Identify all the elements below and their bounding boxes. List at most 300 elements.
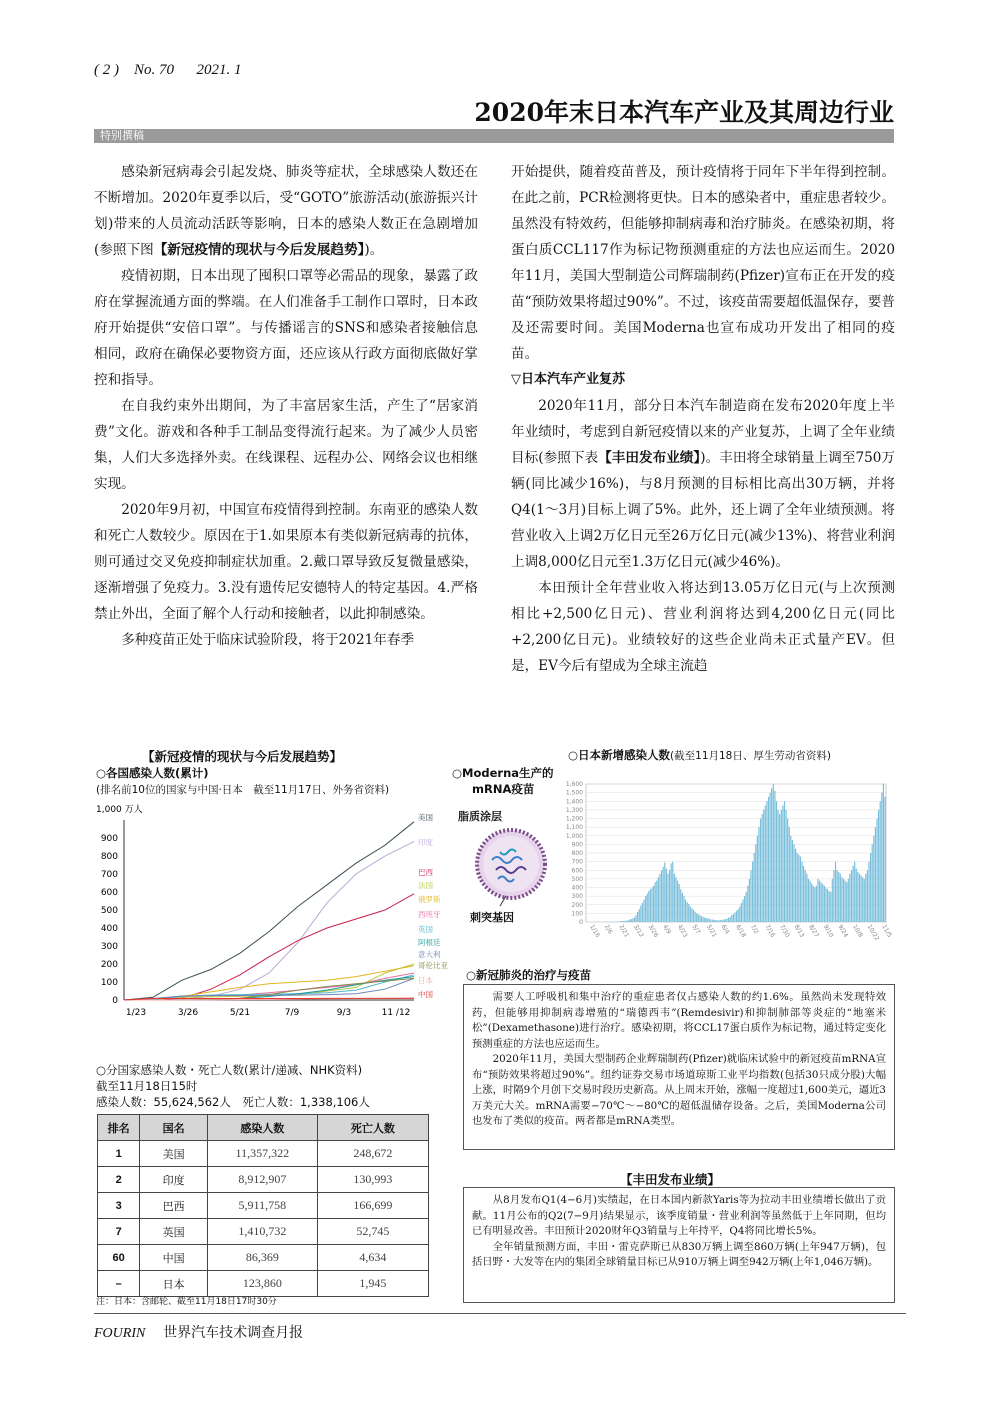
x-tick-label: 9/10	[821, 923, 835, 939]
y-tick-label: 1,300	[565, 806, 583, 814]
bar	[808, 879, 809, 922]
bar	[854, 862, 855, 922]
bar	[875, 827, 876, 922]
x-tick-label: 8/13	[792, 923, 806, 939]
bar	[816, 886, 817, 922]
bar	[776, 801, 777, 922]
bar	[832, 879, 833, 922]
bar	[766, 801, 767, 922]
table-title: ○分国家感染人数・死亡人数(累计/递减、NHK资料)	[96, 1063, 363, 1077]
treatment-title: ○新冠肺炎的治疗与疫苗	[466, 968, 592, 982]
table-cell: 日本	[140, 1271, 208, 1297]
spike-gene-label: 刺突基因	[470, 911, 514, 924]
page-title: 2020年末日本汽车产业及其周边行业	[474, 98, 894, 127]
paragraph: 2020年9月初，中国宣布疫情得到控制。东南亚的感染人数和死亡人数较少。原因在于1.如果原本有类似新冠病毒的抗体，则可通过交叉免疫抑制症状加重。2.戴口罩导致反复微量感染，逐渐增强了免疫力。3.没有遗传尼安德特人的特定基因。4.严格禁止外出，全面了解个人行动和接触者，以此抑制感染。	[94, 502, 478, 622]
bar	[857, 872, 858, 922]
bar	[846, 882, 847, 922]
series-label: 巴西	[418, 868, 433, 877]
y-tick-label: 800	[100, 852, 118, 862]
bar	[814, 888, 815, 923]
x-tick-label: 3/26	[177, 1008, 199, 1018]
bar	[859, 874, 860, 922]
y-tick-label: 300	[571, 893, 583, 901]
bar	[639, 909, 640, 922]
bar	[798, 855, 799, 922]
table-cell: 印度	[140, 1167, 208, 1193]
bar	[825, 888, 826, 923]
chart1-title: ○各国感染人数(累计)	[96, 766, 209, 780]
y-tick-label: 0	[579, 919, 583, 926]
bar	[663, 867, 664, 922]
paragraph-text: 2020年11月，部分日本汽车制造商在发布2020年度上半年业绩时，考虑到自新冠疫情以来的产业复苏，上调了全年业绩目标(参照下表	[511, 398, 895, 466]
bar	[730, 917, 731, 922]
y-tick-label: 1,100	[565, 824, 583, 832]
bar	[624, 921, 625, 922]
bar	[777, 810, 778, 922]
bar	[651, 888, 652, 923]
y-tick-label: 600	[571, 867, 583, 875]
bar	[765, 806, 766, 922]
bar	[693, 910, 694, 922]
bar	[690, 906, 691, 922]
bar	[640, 906, 641, 922]
y-tick-label: 900	[100, 834, 118, 844]
bar	[848, 879, 849, 922]
y-tick-label: 900	[571, 841, 583, 849]
table-cell: 52,745	[317, 1219, 428, 1245]
bar	[648, 891, 649, 922]
chart2-subtitle: (截至11月18日、厚生劳动省资料)	[670, 750, 831, 762]
chart2-heading	[568, 747, 831, 763]
bar	[821, 882, 822, 922]
bar	[860, 875, 861, 922]
paragraph: 本田预计全年营业收入将达到13.05万亿日元(与上次预测相比+2,500亿日元)、营业利润将达到4,200亿日元(同比+2,200亿日元)。业绩较好的这些企业尚未正式量产EV。但是，EV今后有望成为全球主流趋	[511, 580, 895, 674]
x-tick-label: 9/3	[336, 1008, 352, 1018]
table-cell: 248,672	[317, 1141, 428, 1167]
x-tick-label: 4/23	[675, 923, 689, 939]
table-cell: 60	[98, 1245, 140, 1271]
chart2-title: ○日本新增感染人数	[568, 748, 671, 762]
chart1-subtitle: (排名前10位的国家与中国·日本 截至11月17日、外务省资料)	[96, 784, 390, 796]
table-cell: 11,357,322	[207, 1141, 317, 1167]
y-tick-label: 500	[100, 906, 118, 916]
y-tick-label: 1,400	[565, 798, 583, 806]
y-tick-label: 800	[571, 850, 583, 857]
y-tick-label: 1,200	[565, 815, 583, 823]
series-label: 日本	[418, 976, 433, 985]
bar	[674, 874, 675, 922]
table-cell: 7	[98, 1219, 140, 1245]
bar	[785, 810, 786, 922]
new-cases-chart	[556, 772, 896, 942]
paragraph	[94, 159, 478, 263]
bar	[758, 827, 759, 922]
bar	[691, 908, 692, 922]
bar	[621, 921, 622, 922]
bar	[696, 913, 697, 922]
bar	[717, 920, 718, 922]
bar	[852, 866, 853, 922]
bar	[650, 889, 651, 922]
bar	[655, 882, 656, 922]
issue-header	[94, 62, 242, 79]
y-tick-label: 200	[571, 901, 583, 909]
bar	[710, 919, 711, 922]
bar	[634, 917, 635, 922]
bar	[781, 810, 782, 922]
bar	[789, 827, 790, 922]
footer-rule	[94, 1313, 906, 1314]
table-totals: 感染人数：55,624,562人 死亡人数：1,338,106人	[96, 1095, 370, 1109]
bar	[763, 810, 764, 922]
bar	[722, 920, 723, 922]
bar	[747, 886, 748, 922]
bar	[672, 862, 673, 922]
y-tick-label: 1,000	[565, 832, 583, 840]
bar	[698, 914, 699, 922]
bar	[629, 920, 630, 922]
table-row	[98, 1245, 429, 1271]
bar	[658, 877, 659, 922]
paragraph: 多种疫苗正处于临床试验阶段，将于2021年春季	[121, 632, 415, 648]
y-tick-label: 1,600	[565, 781, 583, 788]
bar	[683, 896, 684, 922]
x-tick-label: 2/21	[617, 923, 631, 939]
bar	[728, 918, 729, 922]
bar	[800, 856, 801, 922]
bar	[667, 874, 668, 922]
paragraph: 疫情初期，日本出现了囤积口罩等必需品的现象，暴露了政府在掌握流通方面的弊端。在人们准备手工制作口罩时，日本政府开始提供“安倍口罩”。与传播谣言的SNS和感染者接触信息相同，政府在确保必要物资方面，还应该从行政方面彻底做好掌控和指导。	[94, 268, 478, 388]
bar	[797, 853, 798, 922]
bar	[803, 866, 804, 922]
country-cases-table	[97, 1114, 429, 1297]
bar	[688, 904, 689, 922]
x-tick-label: 7/9	[284, 1008, 300, 1018]
bar	[862, 877, 863, 922]
x-tick-label: 6/4	[719, 923, 731, 936]
bar	[787, 819, 788, 923]
bar	[884, 797, 885, 922]
bar	[704, 918, 705, 922]
paragraph: 开始提供，随着疫苗普及，预计疫情将于同年下半年得到控制。在此之前，PCR检测将更快。日本的感染者中，重症患者较少。虽然没有特效药，但能够抑制病毒和治疗肺炎。在感染初期，将蛋白质CCL117作为标记物预测重症的方法也应运而生。2020年11月，美国大型制造公司辉瑞制药(Pfizer)宣布正在开发的疫苗“预防效果将超过90%”。不过，该疫苗需要超低温保存，要普及还需要时间。美国Moderna也宣布成功开发出了相同的疫苗。	[511, 164, 895, 362]
bar	[841, 877, 842, 922]
bar	[880, 801, 881, 922]
bar	[623, 921, 624, 922]
bar	[872, 844, 873, 922]
bar	[699, 915, 700, 922]
table-cell: 1,410,732	[207, 1219, 317, 1245]
category-label: 特别撰稿	[100, 129, 144, 142]
section-heading: ▽日本汽车产业复苏	[511, 372, 625, 387]
bar	[867, 870, 868, 922]
paragraph	[511, 393, 895, 575]
footer	[94, 1322, 303, 1342]
bar	[635, 915, 636, 922]
bar	[626, 921, 627, 922]
x-tick-label: 1/23	[125, 1008, 147, 1018]
series-line	[124, 842, 414, 1000]
y-tick-label: 700	[100, 870, 118, 880]
table-cell: 130,993	[317, 1167, 428, 1193]
bar	[741, 903, 742, 922]
bar	[680, 889, 681, 922]
bar	[770, 793, 771, 922]
left-column	[94, 159, 478, 653]
footer-brand: FOURIN	[94, 1326, 146, 1341]
bar	[731, 915, 732, 922]
toyota-box	[463, 1187, 895, 1303]
figure-reference: 【新冠疫情的现状与今后发展趋势】	[153, 242, 365, 258]
bar	[733, 914, 734, 922]
table-cell: 86,369	[207, 1245, 317, 1271]
bar	[664, 862, 665, 922]
bar	[726, 919, 727, 922]
bar	[682, 893, 683, 922]
table-row	[98, 1271, 429, 1297]
table-row	[98, 1193, 429, 1219]
bar	[829, 891, 830, 922]
bar	[876, 819, 877, 923]
bar	[774, 791, 775, 922]
bar	[718, 920, 719, 922]
y-tick-label: 300	[100, 942, 118, 952]
table-header-cell: 排名	[98, 1115, 140, 1141]
y-tick-label: 700	[571, 858, 583, 866]
bar	[712, 920, 713, 922]
x-tick-label: 6/18	[734, 923, 748, 939]
bar	[744, 896, 745, 922]
bar	[679, 884, 680, 922]
bar	[647, 894, 648, 922]
series-label: 印度	[418, 838, 433, 847]
x-tick-label: 3/26	[646, 923, 660, 939]
x-tick-label: 1/16	[588, 923, 602, 939]
bar	[873, 836, 874, 922]
mrna-title-2: mRNA疫苗	[472, 782, 535, 796]
bar	[754, 853, 755, 922]
bar	[851, 870, 852, 922]
bar	[849, 874, 850, 922]
y-tick-label: 100	[100, 978, 118, 988]
bar	[779, 814, 780, 922]
table-cell: 3	[98, 1193, 140, 1219]
bar	[870, 853, 871, 922]
issue-date: 2021. 1	[196, 62, 242, 78]
x-tick-label: 7/2	[748, 923, 760, 936]
bar	[715, 920, 716, 922]
x-tick-label: 10/8	[851, 923, 864, 939]
bar	[805, 870, 806, 922]
bar	[632, 918, 633, 922]
bar	[865, 874, 866, 922]
bar	[618, 921, 619, 922]
paragraph: 在自我约束外出期间，为了丰富居家生活，产生了“居家消费”文化。游戏和各种手工制品变得流行起来。为了减少人员密集，人们大多选择外卖。在线课程、远程办公、网络会议也相继实现。	[94, 398, 478, 492]
table-cell: 1,945	[317, 1271, 428, 1297]
bar	[666, 869, 667, 922]
y-tick-label: 0	[112, 996, 118, 1006]
cumulative-cases-chart	[94, 800, 454, 1022]
x-tick-label: 11/5	[880, 923, 894, 939]
bar	[760, 819, 761, 923]
bar	[637, 912, 638, 922]
bar	[707, 919, 708, 922]
bar	[822, 884, 823, 922]
bar	[845, 881, 846, 922]
bar	[725, 919, 726, 922]
paragraph-text: )。	[364, 242, 384, 258]
lipid-coating-label: 脂质涂层	[458, 810, 502, 823]
bar	[685, 900, 686, 922]
table-row	[98, 1219, 429, 1245]
table-cell: –	[98, 1271, 140, 1297]
bar	[806, 874, 807, 922]
page-number: ( 2 )	[94, 62, 119, 78]
x-tick-label: 11 /12	[381, 1008, 411, 1018]
x-tick-label: 5/21	[705, 923, 718, 939]
table-cell: 英国	[140, 1219, 208, 1245]
y-tick-label: 400	[100, 924, 118, 934]
bar	[757, 836, 758, 922]
bar	[881, 793, 882, 922]
toyota-paragraph: 全年销量预测方面，丰田・雷克萨斯已从830万辆上调至860万辆(上年947万辆)，包括日野・大发等在内的集团全球销量目标已从910万辆上调至942万辆(上年1,046万辆)。	[472, 1240, 886, 1268]
bar	[824, 886, 825, 922]
series-label: 哥伦比亚	[418, 961, 448, 970]
table-row	[98, 1141, 429, 1167]
mrna-title: ○Moderna生产的	[452, 766, 554, 780]
x-tick-label: 3/12	[632, 923, 645, 939]
bar	[837, 870, 838, 922]
table-cell: 1	[98, 1141, 140, 1167]
bar	[739, 906, 740, 922]
table-reference: 【丰田发布业绩】	[598, 450, 701, 466]
y-tick-label: 1,000 万人	[96, 805, 143, 815]
bar	[642, 903, 643, 922]
table-cell: 5,911,758	[207, 1193, 317, 1219]
bar	[661, 870, 662, 922]
x-tick-label: 10/22	[865, 923, 881, 942]
x-tick-label: 2/6	[602, 923, 614, 936]
bar	[671, 863, 672, 922]
bar	[838, 872, 839, 922]
toyota-paragraph: 从8月发布Q1(4−6月)实绩起，在日本国内新款Yaris等为拉动丰田业绩增长做出了贡献。11月公布的Q2(7−9月)结果显示，该季度销量・营业利润等虽然低于上年同期，但均已有明显改善。丰田预计2020财年Q3销量与上年持平，Q4将同比增长5%。	[472, 1194, 886, 1237]
toyota-title: 【丰田发布业绩】	[620, 1172, 721, 1187]
table-cell: 4,634	[317, 1245, 428, 1271]
x-tick-label: 7/16	[763, 923, 777, 939]
bar	[752, 862, 753, 922]
bar	[723, 919, 724, 922]
table-header-cell: 国名	[140, 1115, 208, 1141]
treatment-box	[463, 984, 895, 1150]
bar	[720, 920, 721, 922]
bar	[830, 892, 831, 922]
bar	[817, 879, 818, 922]
bar	[656, 881, 657, 922]
bar	[746, 892, 747, 922]
bar	[868, 862, 869, 922]
bar	[809, 881, 810, 922]
bar	[878, 810, 879, 922]
bar	[702, 917, 703, 922]
series-label: 法国	[418, 881, 433, 890]
bar	[734, 913, 735, 922]
bar	[790, 836, 791, 922]
table-cell: 166,699	[317, 1193, 428, 1219]
bar	[643, 900, 644, 922]
x-tick-label: 5/7	[690, 923, 702, 936]
bar	[736, 911, 737, 922]
bar	[677, 881, 678, 922]
bar	[675, 877, 676, 922]
y-tick-label: 100	[571, 910, 583, 918]
figure-title: 【新冠疫情的现状与今后发展趋势】	[142, 749, 343, 764]
y-tick-label: 500	[571, 875, 583, 883]
y-tick-label: 400	[571, 884, 583, 892]
bar	[706, 918, 707, 922]
footer-publication: 世界汽车技术调查月报	[163, 1325, 304, 1341]
series-label: 美国	[418, 813, 433, 822]
table-header-cell: 死亡人数	[317, 1115, 428, 1141]
y-tick-label: 1,500	[565, 789, 583, 797]
bar	[701, 916, 702, 922]
bar	[755, 844, 756, 922]
table-row	[98, 1167, 429, 1193]
y-tick-label: 200	[100, 960, 118, 970]
table-cell: 巴西	[140, 1193, 208, 1219]
bar	[811, 883, 812, 922]
bar	[750, 870, 751, 922]
x-tick-label: 7/30	[778, 923, 791, 939]
bar	[669, 870, 670, 922]
bar	[819, 881, 820, 922]
bar	[801, 862, 802, 922]
x-tick-label: 8/27	[807, 923, 821, 939]
mrna-vaccine-icon	[470, 822, 552, 906]
bar	[645, 896, 646, 922]
bar	[813, 886, 814, 922]
bar	[627, 920, 628, 922]
bar	[659, 874, 660, 922]
series-label: 俄罗斯	[418, 895, 441, 904]
bar	[833, 870, 834, 922]
bar	[709, 919, 710, 922]
x-tick-label: 4/9	[661, 923, 673, 936]
right-column	[511, 159, 895, 679]
bar	[749, 879, 750, 922]
y-tick-label: 600	[100, 888, 118, 898]
issue-number: No. 70	[134, 62, 175, 78]
table-note: 注：日本：含邮轮、截至11月18日17时30分	[96, 1297, 277, 1307]
bar	[742, 900, 743, 922]
x-tick-label: 5/21	[229, 1008, 251, 1018]
bar	[762, 814, 763, 922]
bar	[620, 921, 621, 922]
bar	[768, 797, 769, 922]
bar	[714, 920, 715, 922]
bar	[653, 886, 654, 922]
series-label: 阿根廷	[418, 938, 441, 947]
bar	[840, 874, 841, 922]
table-cell: 2	[98, 1167, 140, 1193]
series-label: 西班牙	[418, 910, 441, 919]
bar	[843, 879, 844, 922]
bar	[771, 788, 772, 922]
x-tick-label: 9/24	[836, 923, 850, 939]
table-cell: 中国	[140, 1245, 208, 1271]
bar	[687, 902, 688, 922]
series-label: 中国	[418, 990, 433, 999]
bar	[883, 784, 884, 922]
bar	[738, 909, 739, 922]
